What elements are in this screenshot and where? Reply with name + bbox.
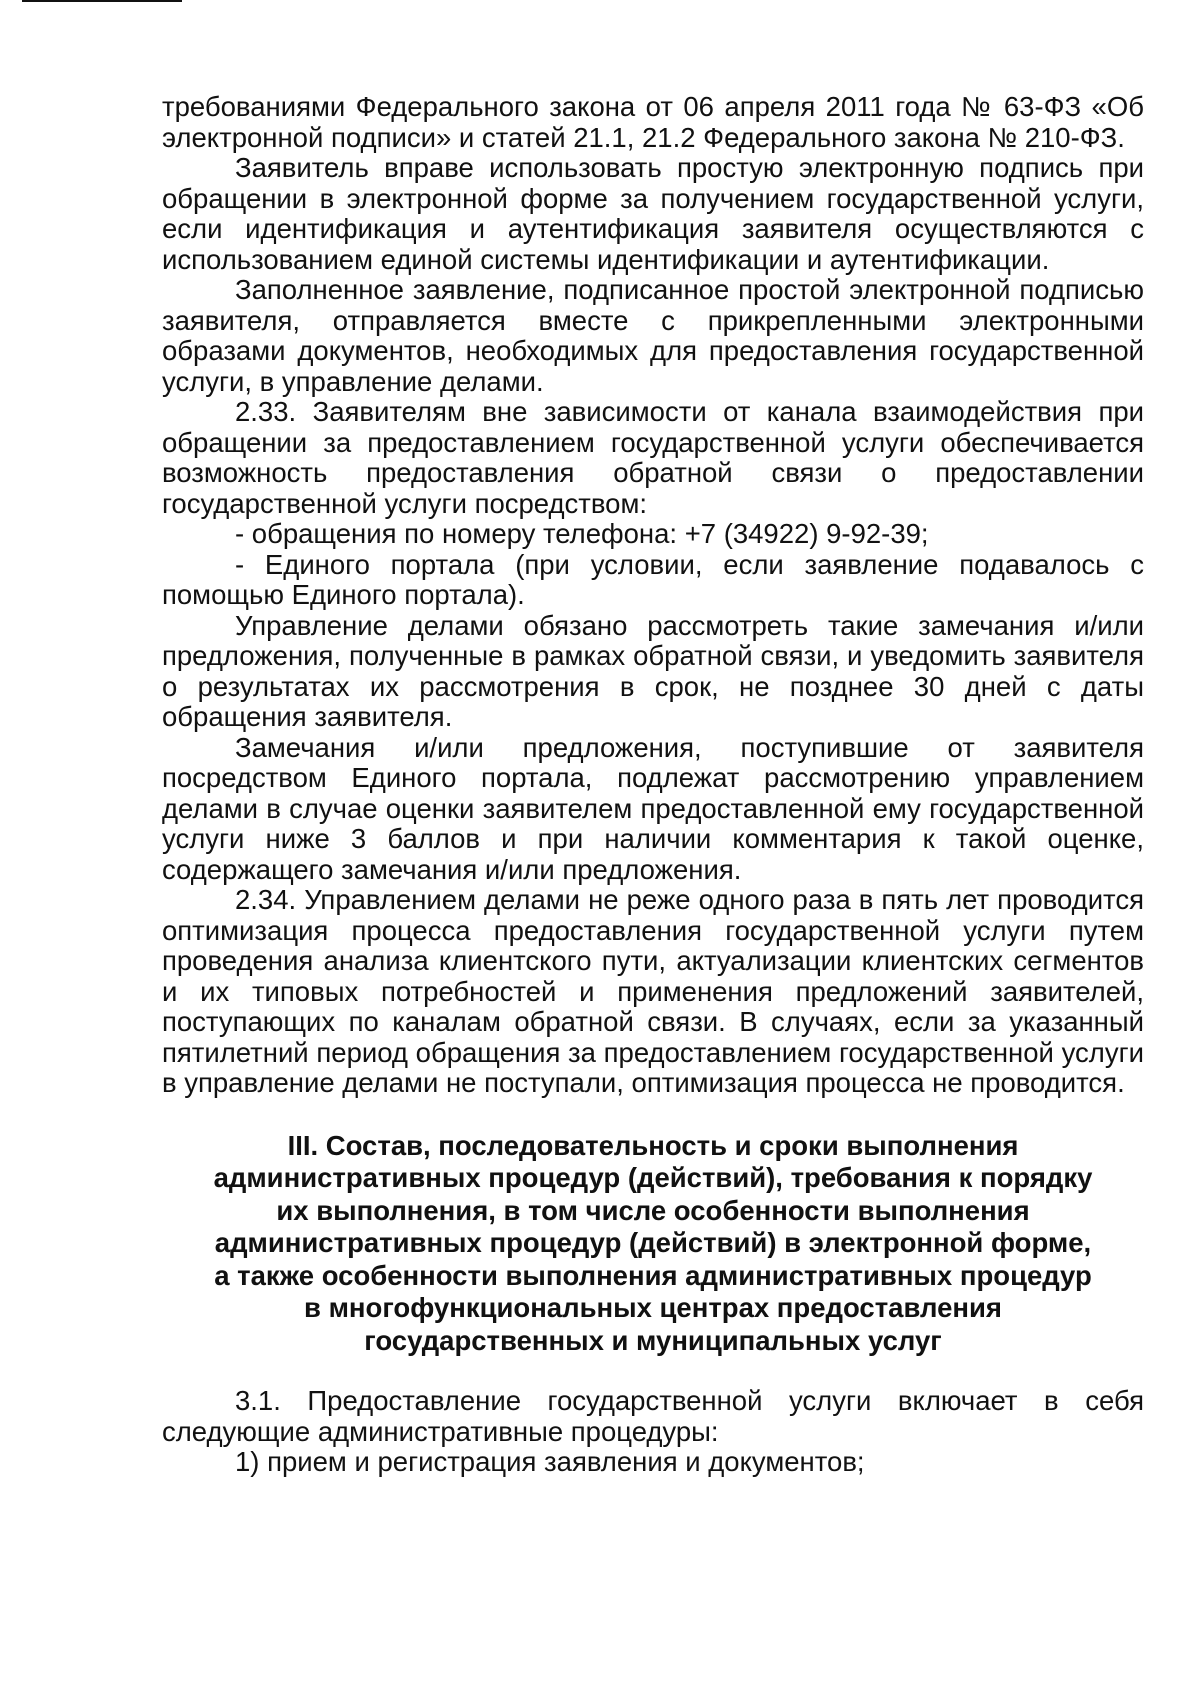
paragraph-2-33-feedback: 2.33. Заявителям вне зависимости от канала взаимодействия при обращении за предоставлением государственной услуги обеспечивается возможность предоставления обратной связи о предоставлении государственной услуги посредством:: [162, 396, 1144, 519]
paragraph-filled-application: Заполненное заявление, подписанное простой электронной подписью заявителя, отправляется вместе с прикрепленными электронными образами документов, необходимых для предоставления государственной услуги, в управление делами.: [162, 274, 1144, 397]
section-heading-line: III. Состав, последовательность и сроки выполнения: [287, 1129, 1019, 1161]
section-heading-line: их выполнения, в том числе особенности выполнения: [276, 1194, 1030, 1226]
section-iii-heading: [162, 1130, 1144, 1358]
paragraph-continuation-63-fz: требованиями Федерального закона от 06 апреля 2011 года № 63-ФЗ «Об электронной подписи» и статей 21.1, 21.2 Федерального закона № 210-ФЗ.: [162, 91, 1144, 153]
document-page-body: [162, 92, 1144, 1478]
top-left-rule-mark: [22, 0, 182, 2]
paragraph-3-1-procedures: 3.1. Предоставление государственной услуги включает в себя следующие административные процедуры:: [162, 1385, 1144, 1447]
list-item-procedure-1: 1) прием и регистрация заявления и документов;: [235, 1446, 865, 1477]
list-item-portal-feedback: - Единого портала (при условии, если заявление подавалось с помощью Единого портала).: [162, 548, 1144, 610]
paragraph-portal-remarks: Замечания и/или предложения, поступившие от заявителя посредством Единого портала, подлежат рассмотрению управлением делами в случае оценки заявителем предоставленной ему государственной услуги ниже 3 баллов и при наличии комментария к такой оценке, содержащего замечания и/или предложения.: [162, 731, 1144, 885]
section-heading-line: в многофункциональных центрах предоставления: [304, 1292, 1002, 1323]
list-item-phone-feedback: - обращения по номеру телефона: +7 (34922) 9-92-39;: [235, 518, 929, 549]
paragraph-simple-e-signature: Заявитель вправе использовать простую электронную подпись при обращении в электронной форме за получением государственной услуги, если идентификация и аутентификация заявителя осуществляются с использованием единой системы идентификации и аутентификации.: [162, 152, 1144, 275]
paragraph-feedback-review-deadline: Управление делами обязано рассмотреть такие замечания и/или предложения, полученные в рамках обратной связи, и уведомить заявителя о результатах их рассмотрения в срок, не позднее 30 дней с даты обращения заявителя.: [162, 609, 1144, 732]
section-heading-line: административных процедур (действий), требования к порядку: [213, 1162, 1093, 1193]
section-heading-line: государственных и муниципальных услуг: [364, 1324, 942, 1356]
section-heading-line: административных процедур (действий) в электронной форме,: [214, 1227, 1092, 1258]
section-heading-line: а также особенности выполнения административных процедур: [214, 1259, 1092, 1291]
paragraph-2-34-optimization: 2.34. Управлением делами не реже одного раза в пять лет проводится оптимизация процесса предоставления государственной услуги путем проведения анализа клиентского пути, актуализации клиентских сегментов и их типовых потребностей и применения предложений заявителей, поступающих по каналам обратной связи. В случаях, если за указанный пятилетний период обращения за предоставлением государственной услуги в управление делами не поступали, оптимизация процесса не проводится.: [162, 884, 1144, 1098]
